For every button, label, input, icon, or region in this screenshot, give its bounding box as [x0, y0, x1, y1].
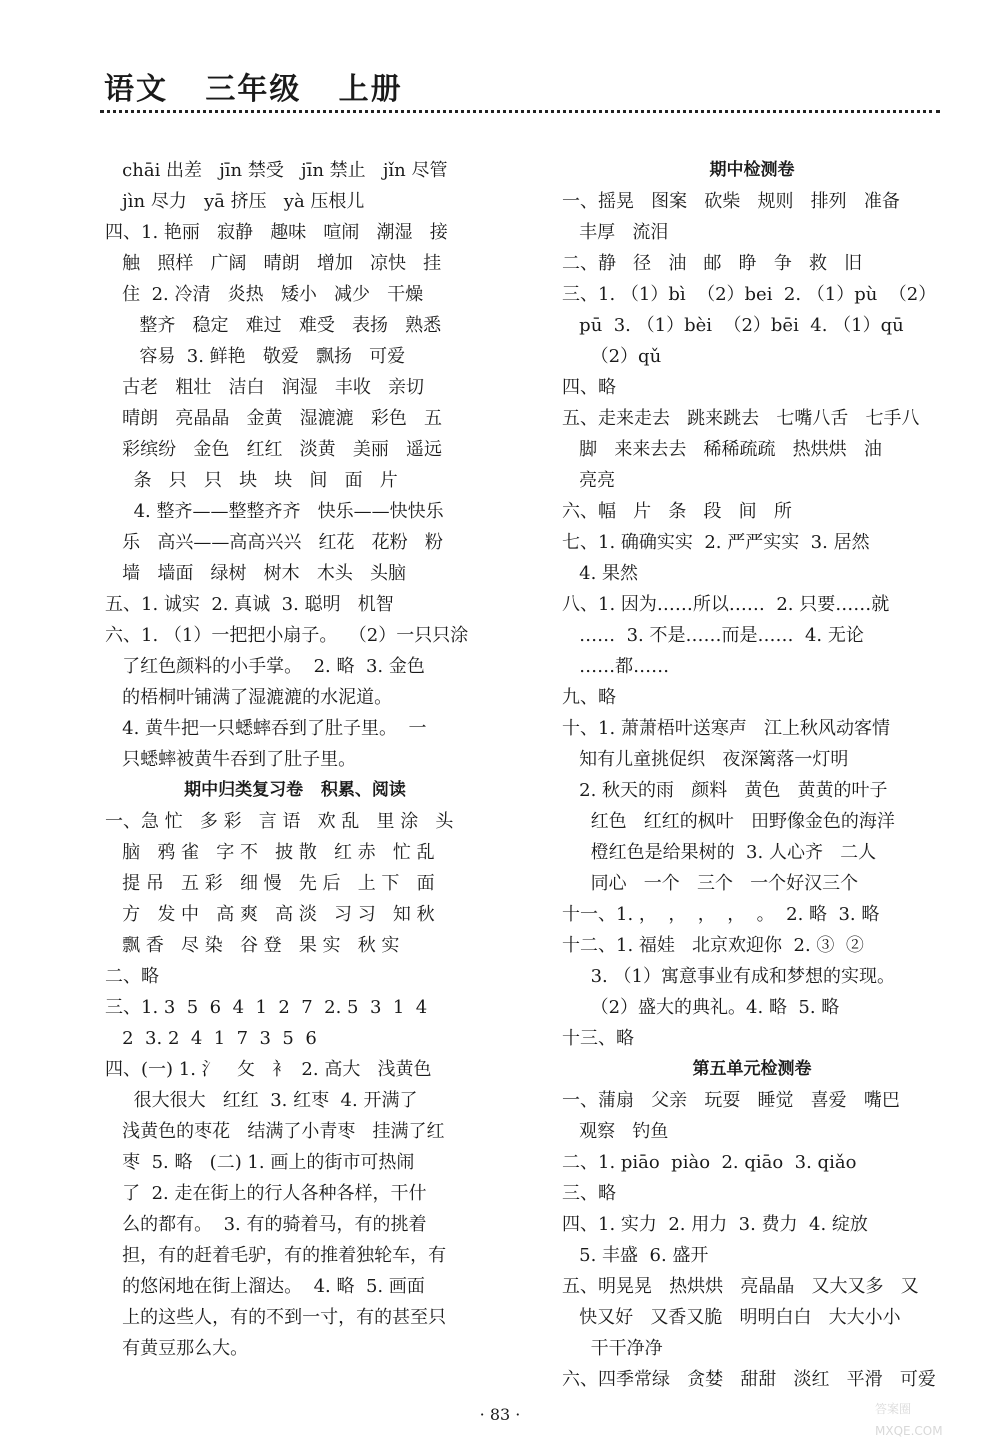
header-divider	[100, 110, 940, 113]
answer-line: 快又好 又香又脆 明明白白 大大小小	[562, 1307, 901, 1328]
answer-line: 同心 一个 三个 一个好汉三个	[562, 873, 859, 894]
watermark-line1: 答案圈	[875, 1402, 912, 1416]
answer-line: 4. 整齐——整整齐齐 快乐——快快乐	[105, 501, 444, 522]
answer-line: 五、1. 诚实 2. 真诚 3. 聪明 机智	[105, 594, 394, 615]
section-title: 期中检测卷	[709, 160, 795, 180]
answer-line: 整齐 稳定 难过 难受 表扬 熟悉	[105, 315, 442, 336]
answer-line: 的悠闲地在街上溜达。 4. 略 5. 画面	[105, 1276, 425, 1297]
answer-line: 四、略	[562, 377, 616, 398]
answer-line: 了红色颜料的小手掌。 2. 略 3. 金色	[105, 656, 425, 677]
answer-line: 脑 鸦 雀 字 不 披 散 红 赤 忙 乱	[105, 842, 435, 863]
answer-line: 住 2. 冷清 炎热 矮小 减少 干燥	[105, 284, 424, 305]
answer-line: 二、1. piāo piào 2. qiāo 3. qiǎo	[562, 1152, 857, 1173]
left-column	[105, 155, 485, 1364]
answer-line: 彩缤纷 金色 红红 淡黄 美丽 遥远	[105, 439, 442, 460]
answer-line: 二、静 径 油 邮 睁 争 救 旧	[562, 253, 863, 274]
answer-line: 四、1. 实力 2. 用力 3. 费力 4. 绽放	[562, 1214, 868, 1235]
answer-line: 有黄豆那么大。	[105, 1338, 249, 1359]
answer-line: 一、急 忙 多 彩 言 语 欢 乱 里 涂 头	[105, 811, 454, 832]
page-number: · 83 ·	[479, 1405, 521, 1424]
right-column	[562, 155, 942, 1395]
answer-line: 六、1. （1）一把把小扇子。 （2）一只只涂	[105, 625, 469, 646]
answer-line: 3. （1）寓意事业有成和梦想的实现。	[562, 966, 895, 987]
answer-line: 触 照样 广阔 晴朗 增加 凉快 挂	[105, 253, 442, 274]
answer-line: 五、明晃晃 热烘烘 亮晶晶 又大又多 又	[562, 1276, 919, 1297]
answer-line: 古老 粗壮 洁白 润湿 丰收 亲切	[105, 377, 424, 398]
answer-line: 么的都有。 3. 有的骑着马，有的挑着	[105, 1214, 427, 1235]
answer-line: 十、1. 萧萧梧叶送寒声 江上秋风动客情	[562, 718, 891, 739]
answer-line: 浅黄色的枣花 结满了小青枣 挂满了红	[105, 1121, 445, 1142]
answer-line: 九、略	[562, 687, 616, 708]
watermark-logo	[855, 1385, 995, 1445]
answer-line: 八、1. 因为……所以…… 2. 只要……就	[562, 594, 890, 615]
answer-line: 丰厚 流泪	[562, 222, 669, 243]
answer-line: 五、走来走去 跳来跳去 七嘴八舌 七手八	[562, 408, 920, 429]
answer-line: 条 只 只 块 块 间 面 片	[105, 470, 398, 491]
watermark-line2: MXQE.COM	[875, 1424, 943, 1438]
answer-line: 三、1. （1）bì （2）bei 2. （1）pù （2）	[562, 284, 937, 305]
answer-line: jìn 尽力 yā 挤压 yà 压根儿	[105, 191, 365, 212]
answer-line: 晴朗 亮晶晶 金黄 湿漉漉 彩色 五	[105, 408, 442, 429]
answer-line: 2 3. 2 4 1 7 3 5 6	[105, 1028, 317, 1049]
answer-line: 飘 香 尽 染 谷 登 果 实 秋 实	[105, 935, 400, 956]
answer-line: 2. 秋天的雨 颜料 黄色 黄黄的叶子	[562, 780, 888, 801]
section-title: 第五单元检测卷	[692, 1059, 812, 1079]
section-title: 期中归类复习卷 积累、阅读	[184, 780, 406, 800]
answer-line: 十一、1. ， ， ， ， 。 2. 略 3. 略	[562, 904, 880, 925]
answer-line: 十三、略	[562, 1028, 634, 1049]
answer-line: 二、略	[105, 966, 159, 987]
answer-line: 4. 果然	[562, 563, 639, 584]
answer-line: 橙红色是给果树的 3. 人心齐 二人	[562, 842, 877, 863]
answer-line: 方 发 中 高 爽 高 淡 习 习 知 秋	[105, 904, 435, 925]
answer-line: 一、摇晃 图案 砍柴 规则 排列 准备	[562, 191, 900, 212]
answer-line: 只蟋蟀被黄牛吞到了肚子里。	[105, 749, 357, 770]
answer-line: 乐 高兴——高高兴兴 红花 花粉 粉	[105, 532, 443, 553]
answer-line: 四、1. 艳丽 寂静 趣味 喧闹 潮湿 接	[105, 222, 448, 243]
answer-line: 七、1. 确确实实 2. 严严实实 3. 居然	[562, 532, 870, 553]
answer-line: 上的这些人，有的不到一寸，有的甚至只	[105, 1307, 447, 1328]
answer-line: 三、略	[562, 1183, 616, 1204]
answer-line: 提 吊 五 彩 细 慢 先 后 上 下 面	[105, 873, 435, 894]
answer-line: …… 3. 不是……而是…… 4. 无论	[562, 625, 864, 646]
answer-line: 六、幅 片 条 段 间 所	[562, 501, 792, 522]
answer-line: 了 2. 走在街上的行人各种各样，干什	[105, 1183, 427, 1204]
answer-line: 一、蒲扇 父亲 玩耍 睡觉 喜爱 嘴巴	[562, 1090, 900, 1111]
answer-line: pū 3. （1）bèi （2）bēi 4. （1）qū	[562, 315, 904, 336]
answer-line: 5. 丰盛 6. 盛开	[562, 1245, 709, 1266]
answer-line: 干干净净	[562, 1338, 663, 1359]
answer-line: 红色 红红的枫叶 田野像金色的海洋	[562, 811, 895, 832]
answer-line: （2）qǔ	[562, 346, 662, 367]
answer-line: 四、(一) 1. 氵 攵 衤 2. 高大 浅黄色	[105, 1059, 432, 1080]
answer-line: chāi 出差 jīn 禁受 jīn 禁止 jǐn 尽管	[105, 160, 448, 181]
answer-line: 六、四季常绿 贪婪 甜甜 淡红 平滑 可爱	[562, 1369, 936, 1390]
answer-line: 脚 来来去去 稀稀疏疏 热烘烘 油	[562, 439, 882, 460]
answer-line: 知有儿童挑促织 夜深篱落一灯明	[562, 749, 849, 770]
answer-line: ……都……	[562, 656, 670, 677]
answer-line: 观察 钓鱼	[562, 1121, 669, 1142]
answer-line: 亮亮	[562, 470, 616, 491]
answer-line: 十二、1. 福娃 北京欢迎你 2. ③ ②	[562, 935, 864, 956]
answer-line: （2）盛大的典礼。4. 略 5. 略	[562, 997, 840, 1018]
answer-line: 4. 黄牛把一只蟋蟀吞到了肚子里。 一	[105, 718, 427, 739]
answer-line: 很大很大 红红 3. 红枣 4. 开满了	[105, 1090, 418, 1111]
answer-line: 三、1. 3 5 6 4 1 2 7 2. 5 3 1 4	[105, 997, 428, 1018]
answer-line: 墙 墙面 绿树 树木 木头 头脑	[105, 563, 406, 584]
answer-line: 的梧桐叶铺满了湿漉漉的水泥道。	[105, 687, 393, 708]
answer-line: 担，有的赶着毛驴，有的推着独轮车，有	[105, 1245, 447, 1266]
answer-line: 枣 5. 略 (二) 1. 画上的街市可热闹	[105, 1152, 415, 1173]
answer-line: 容易 3. 鲜艳 敬爱 飘扬 可爱	[105, 346, 406, 367]
page-title: 语文 三年级 上册	[104, 72, 403, 107]
